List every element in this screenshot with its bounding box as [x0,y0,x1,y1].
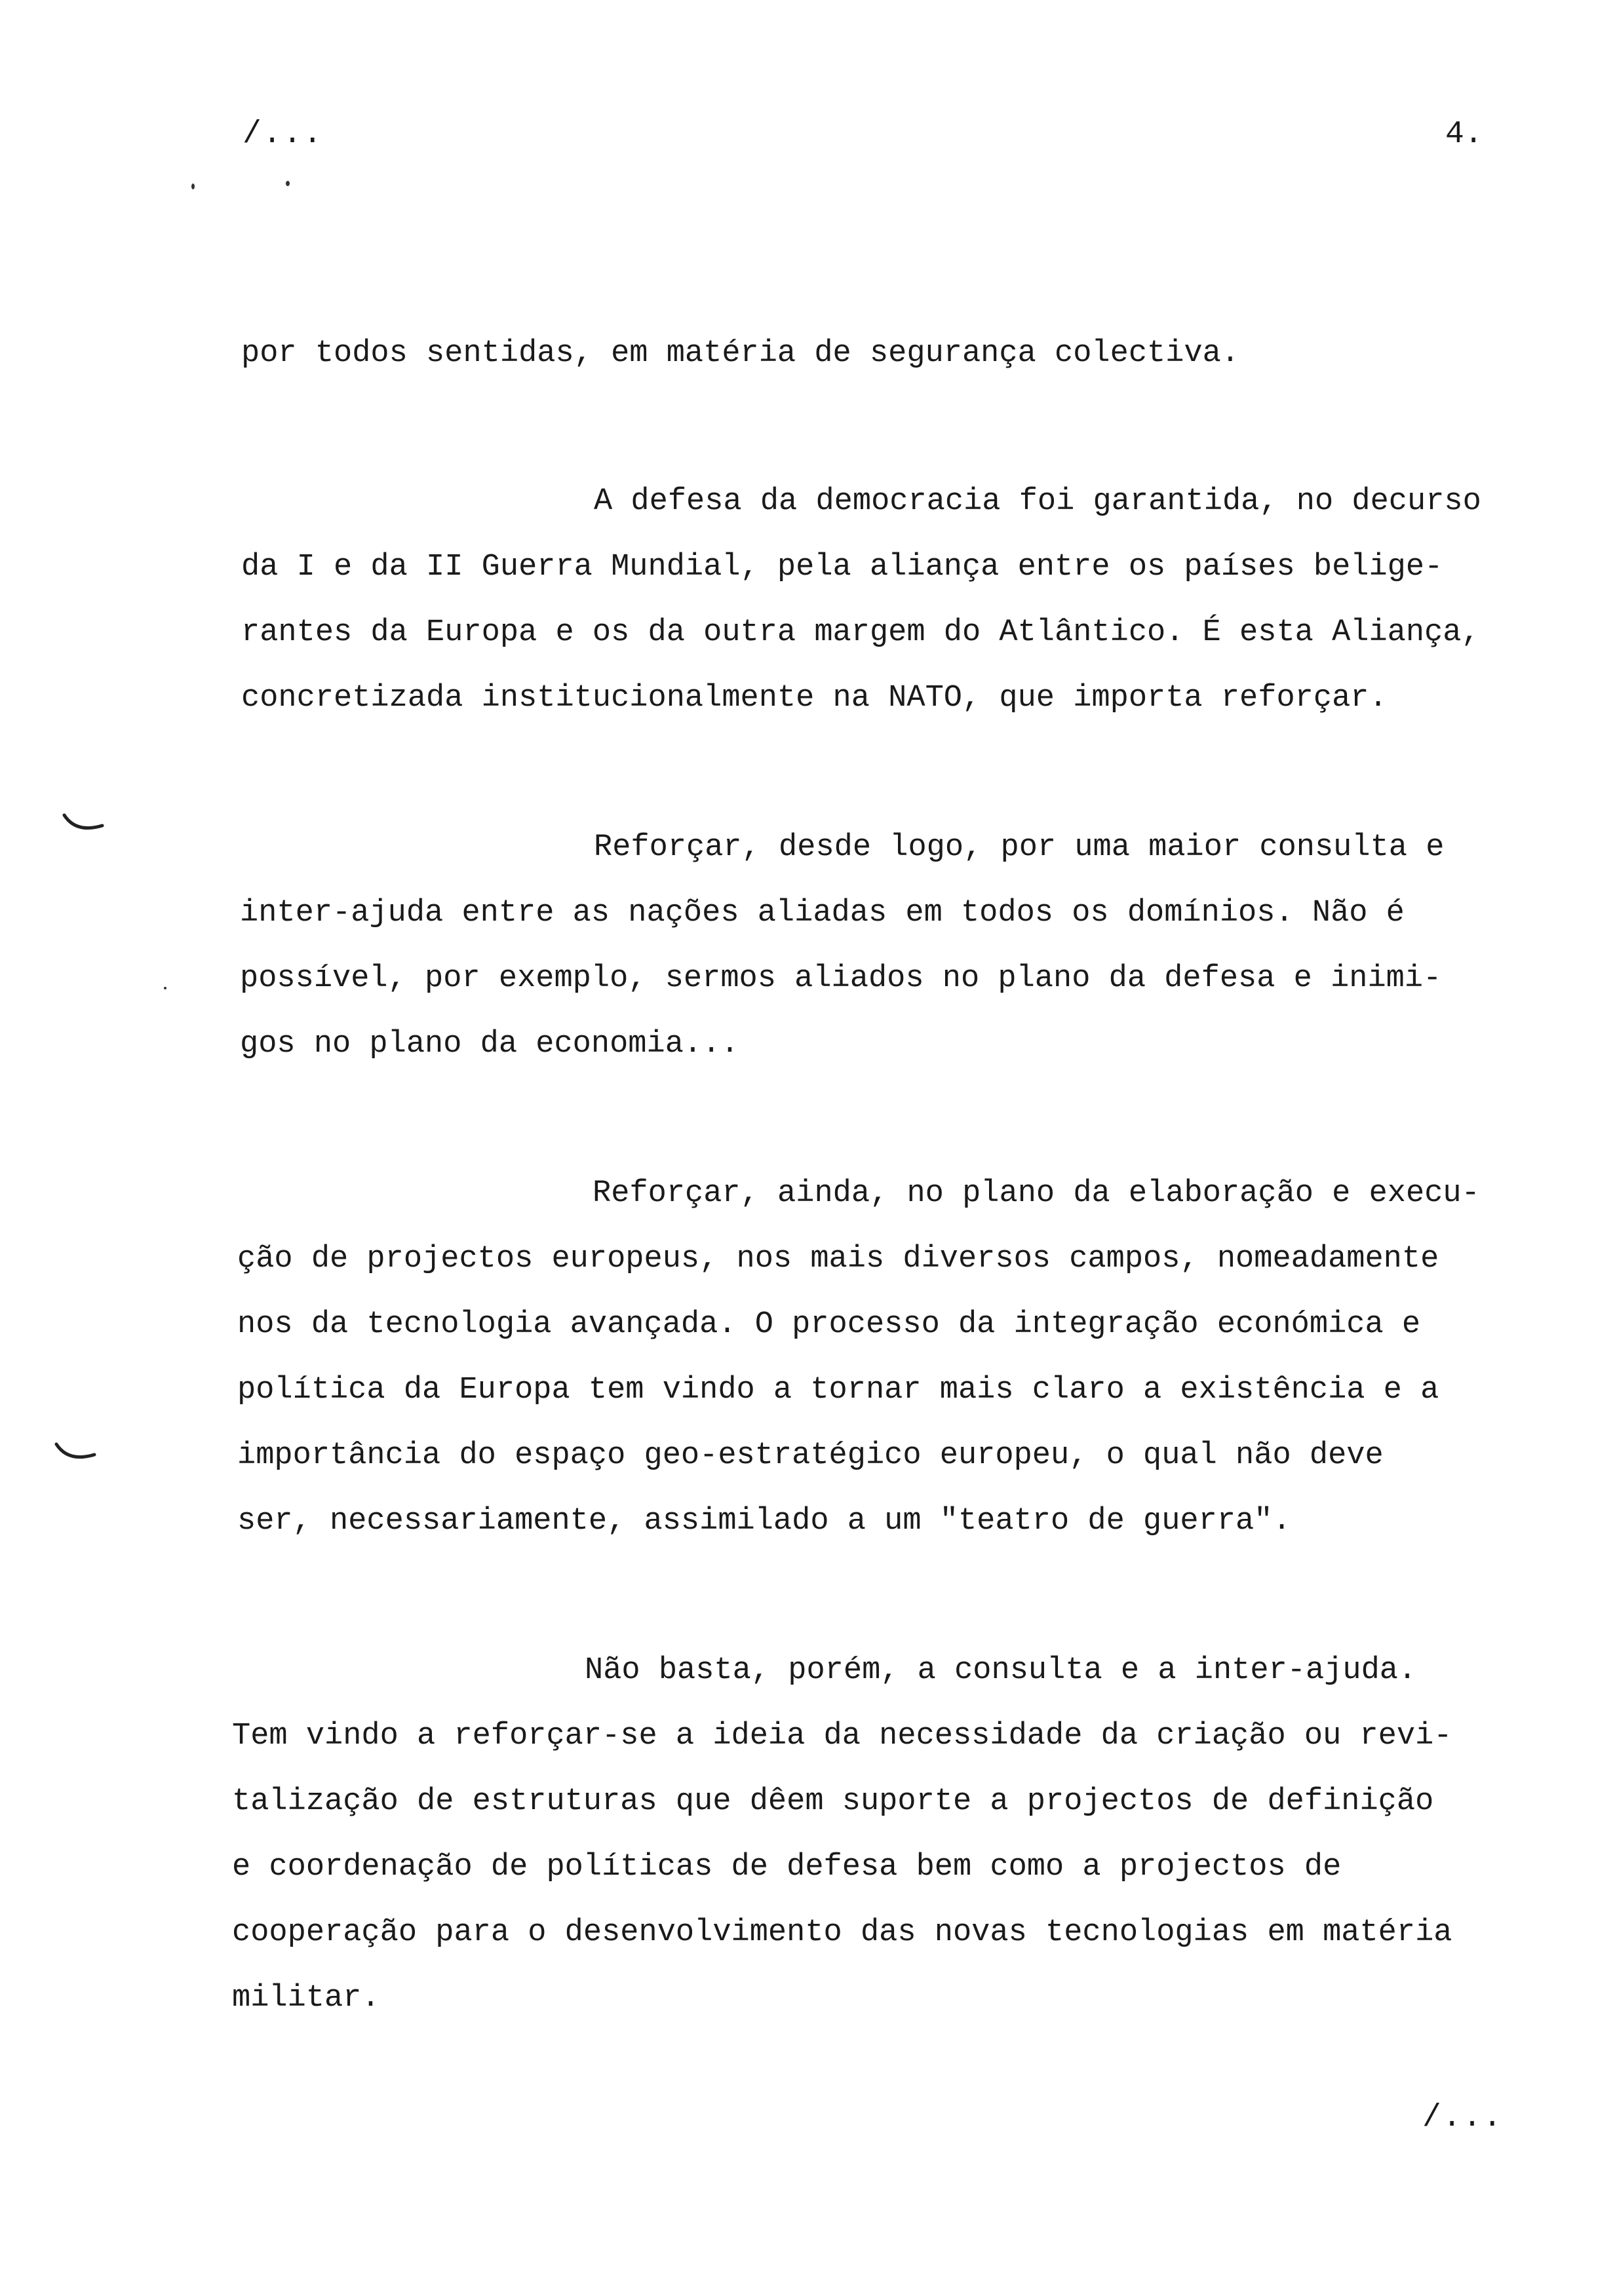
footer-continuation-mark: /... [1422,2100,1504,2135]
paragraph-3-line-4: gos no plano da economia... [240,1027,739,1062]
paragraph-4-line-1: Reforçar, ainda, no plano da elaboração e execu- [593,1176,1480,1211]
scan-speck [286,181,290,186]
paragraph-2-line-2: da I e da II Guerra Mundial, pela aliança entre os países belige- [241,550,1443,584]
paragraph-5-line-1: Não basta, porém, a consulta e a inter-ajuda. [585,1653,1417,1688]
paragraph-2-line-4: concretizada institucionalmente na NATO, que importa reforçar. [241,681,1388,716]
scan-speck [164,987,166,989]
punch-hole-mark-icon [54,1440,100,1466]
header-continuation-mark: /... [243,117,324,152]
page-number: 4. [1445,117,1483,152]
paragraph-4-line-2: ção de projectos europeus, nos mais diversos campos, nomeadamente [237,1242,1439,1276]
paragraph-5-line-2: Tem vindo a reforçar-se a ideia da necessidade da criação ou revi- [232,1719,1452,1753]
paragraph-5-line-5: cooperação para o desenvolvimento das novas tecnologias em matéria [232,1915,1452,1950]
paragraph-5-line-6: militar. [232,1981,380,2016]
paragraph-1-line-1: por todos sentidas, em matéria de segurança colectiva. [241,336,1240,371]
paragraph-4-line-5: importância do espaço geo-estratégico europeu, o qual não deve [237,1438,1384,1473]
paragraph-4-line-4: política da Europa tem vindo a tornar mais claro a existência e a [237,1373,1439,1407]
paragraph-3-line-2: inter-ajuda entre as nações aliadas em todos os domínios. Não é [240,896,1405,930]
scan-speck [191,183,195,189]
paragraph-5-line-3: talização de estruturas que dêem suporte a projectos de definição [232,1784,1434,1819]
paragraph-4-line-6: ser, necessariamente, assimilado a um "teatro de guerra". [237,1504,1291,1539]
paragraph-3-line-3: possível, por exemplo, sermos aliados no plano da defesa e inimi- [240,961,1442,996]
paragraph-2-line-1: A defesa da democracia foi garantida, no decurso [594,484,1481,519]
paragraph-4-line-3: nos da tecnologia avançada. O processo da integração económica e [237,1307,1421,1342]
paragraph-5-line-4: e coordenação de políticas de defesa bem como a projectos de [232,1850,1342,1885]
paragraph-2-line-3: rantes da Europa e os da outra margem do Atlântico. É esta Aliança, [241,615,1480,650]
punch-hole-mark-icon [62,811,107,837]
paragraph-3-line-1: Reforçar, desde logo, por uma maior consulta e [594,830,1445,865]
